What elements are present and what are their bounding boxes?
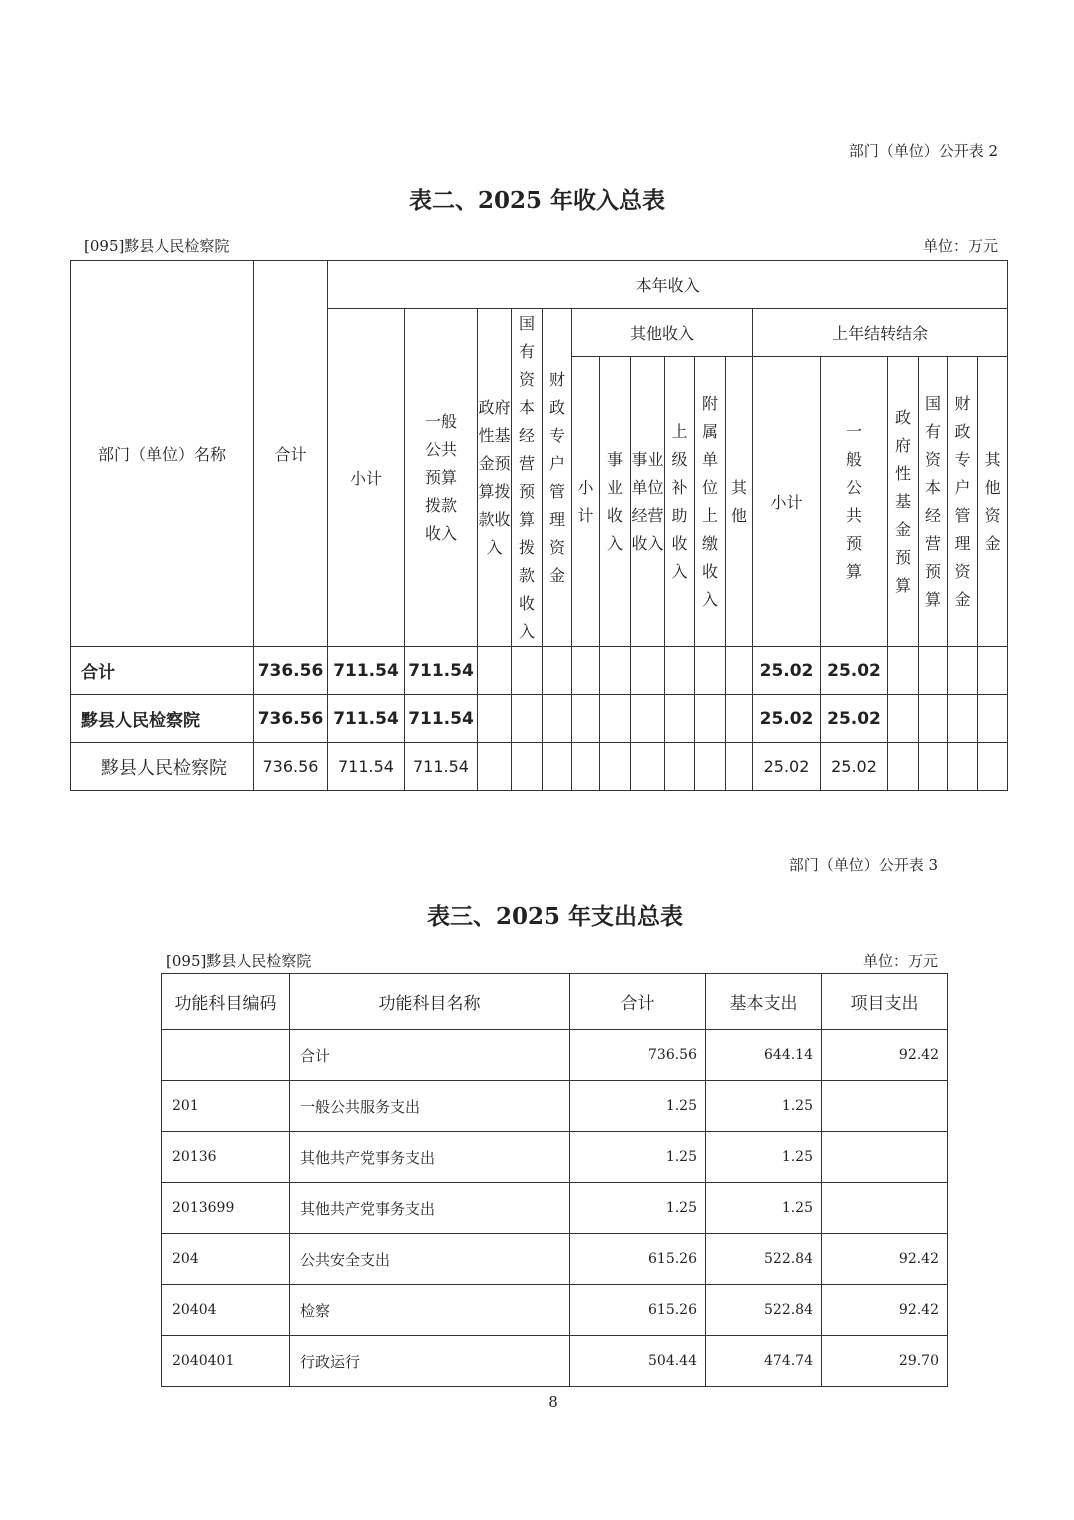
row-total: 1.25 xyxy=(570,1081,706,1132)
header-state-capital: 国有资本经营预算拨款收入 xyxy=(512,309,543,647)
header-code: 功能科目编码 xyxy=(162,974,290,1030)
row-project: 92.42 xyxy=(822,1030,948,1081)
row-name: 黟县人民检察院 xyxy=(71,743,254,791)
row-code: 20136 xyxy=(162,1132,290,1183)
table-row xyxy=(71,743,1008,791)
header-gov-fund: 政府性基金预算拨款收入 xyxy=(478,309,512,647)
row-project xyxy=(822,1132,948,1183)
row-project: 92.42 xyxy=(822,1234,948,1285)
header-total: 合计 xyxy=(570,974,706,1030)
header-co-subtotal: 小计 xyxy=(753,357,821,647)
table-row xyxy=(162,1336,948,1387)
table-row xyxy=(162,1081,948,1132)
row-co-general: 25.02 xyxy=(821,647,888,695)
header-co-general: 一般公共预算 xyxy=(821,357,888,647)
table-title: 表二、2025 年收入总表 xyxy=(408,187,666,214)
row-basic: 1.25 xyxy=(706,1081,822,1132)
header-dept-name: 部门（单位）名称 xyxy=(71,261,254,647)
unit-label: 单位：万元 xyxy=(922,237,998,255)
header-current-income: 本年收入 xyxy=(328,261,1008,309)
row-total: 615.26 xyxy=(570,1234,706,1285)
row-general: 711.54 xyxy=(405,647,478,695)
row-name: 合计 xyxy=(71,647,254,695)
row-basic: 522.84 xyxy=(706,1234,822,1285)
row-basic: 522.84 xyxy=(706,1285,822,1336)
row-basic: 644.14 xyxy=(706,1030,822,1081)
row-name: 一般公共服务支出 xyxy=(290,1081,570,1132)
header-carryover: 上年结转结余 xyxy=(753,309,1008,357)
row-co-subtotal: 25.02 xyxy=(753,647,821,695)
header-other-income: 其他收入 xyxy=(572,309,753,357)
department-label: [095]黟县人民检察院 xyxy=(166,952,312,970)
row-project xyxy=(822,1183,948,1234)
row-general: 711.54 xyxy=(405,743,478,791)
row-name: 其他共产党事务支出 xyxy=(290,1132,570,1183)
row-basic: 1.25 xyxy=(706,1132,822,1183)
row-name: 其他共产党事务支出 xyxy=(290,1183,570,1234)
header-subtotal: 小计 xyxy=(328,309,405,647)
header-oi-subsidy: 上级补助收入 xyxy=(665,357,695,647)
row-general: 711.54 xyxy=(405,695,478,743)
table-row xyxy=(162,1285,948,1336)
header-total: 合计 xyxy=(254,261,328,647)
table-title: 表三、2025 年支出总表 xyxy=(426,903,684,930)
expenditure-summary-table xyxy=(161,973,948,1387)
header-co-state-capital: 国有资本经营预算 xyxy=(919,357,948,647)
row-code: 201 xyxy=(162,1081,290,1132)
row-subtotal: 711.54 xyxy=(328,647,405,695)
row-basic: 474.74 xyxy=(706,1336,822,1387)
row-total: 736.56 xyxy=(570,1030,706,1081)
table-row xyxy=(71,695,1008,743)
header-name: 功能科目名称 xyxy=(290,974,570,1030)
row-total: 615.26 xyxy=(570,1285,706,1336)
table-row xyxy=(162,1234,948,1285)
header-co-other: 其他资金 xyxy=(978,357,1008,647)
income-summary-table xyxy=(70,260,1008,791)
row-project: 29.70 xyxy=(822,1336,948,1387)
header-project: 项目支出 xyxy=(822,974,948,1030)
public-table-number: 部门（单位）公开表 2 xyxy=(848,142,998,160)
header-co-gov-fund: 政府性基金预算 xyxy=(888,357,919,647)
row-code: 204 xyxy=(162,1234,290,1285)
row-co-general: 25.02 xyxy=(821,743,888,791)
header-co-fiscal-special: 财政专户管理资金 xyxy=(948,357,978,647)
header-oi-affiliated: 附属单位上缴收入 xyxy=(695,357,726,647)
row-total: 736.56 xyxy=(254,695,328,743)
header-fiscal-special: 财政专户管理资金 xyxy=(543,309,572,647)
public-table-number: 部门（单位）公开表 3 xyxy=(788,856,938,874)
header-basic: 基本支出 xyxy=(706,974,822,1030)
row-total: 1.25 xyxy=(570,1183,706,1234)
table-row xyxy=(162,1183,948,1234)
table-row xyxy=(71,647,1008,695)
row-project: 92.42 xyxy=(822,1285,948,1336)
row-co-subtotal: 25.02 xyxy=(753,743,821,791)
row-code: 2013699 xyxy=(162,1183,290,1234)
row-code xyxy=(162,1030,290,1081)
table-row xyxy=(162,1030,948,1081)
page-number: 8 xyxy=(548,1393,558,1411)
row-total: 504.44 xyxy=(570,1336,706,1387)
header-oi-other: 其他 xyxy=(726,357,753,647)
row-code: 20404 xyxy=(162,1285,290,1336)
row-co-general: 25.02 xyxy=(821,695,888,743)
row-subtotal: 711.54 xyxy=(328,695,405,743)
row-name: 行政运行 xyxy=(290,1336,570,1387)
row-total: 736.56 xyxy=(254,647,328,695)
row-name: 公共安全支出 xyxy=(290,1234,570,1285)
row-name: 黟县人民检察院 xyxy=(71,695,254,743)
row-name: 检察 xyxy=(290,1285,570,1336)
department-label: [095]黟县人民检察院 xyxy=(84,237,230,255)
row-total: 1.25 xyxy=(570,1132,706,1183)
header-oi-business: 事业收入 xyxy=(600,357,631,647)
unit-label: 单位：万元 xyxy=(862,952,938,970)
row-name: 合计 xyxy=(290,1030,570,1081)
row-basic: 1.25 xyxy=(706,1183,822,1234)
row-subtotal: 711.54 xyxy=(328,743,405,791)
row-total: 736.56 xyxy=(254,743,328,791)
header-general-budget: 一般公共预算拨款收入 xyxy=(405,309,478,647)
header-oi-operating: 事业单位经营收入 xyxy=(631,357,665,647)
row-code: 2040401 xyxy=(162,1336,290,1387)
header-oi-subtotal: 小计 xyxy=(572,357,600,647)
table-row xyxy=(162,1132,948,1183)
row-project xyxy=(822,1081,948,1132)
row-co-subtotal: 25.02 xyxy=(753,695,821,743)
